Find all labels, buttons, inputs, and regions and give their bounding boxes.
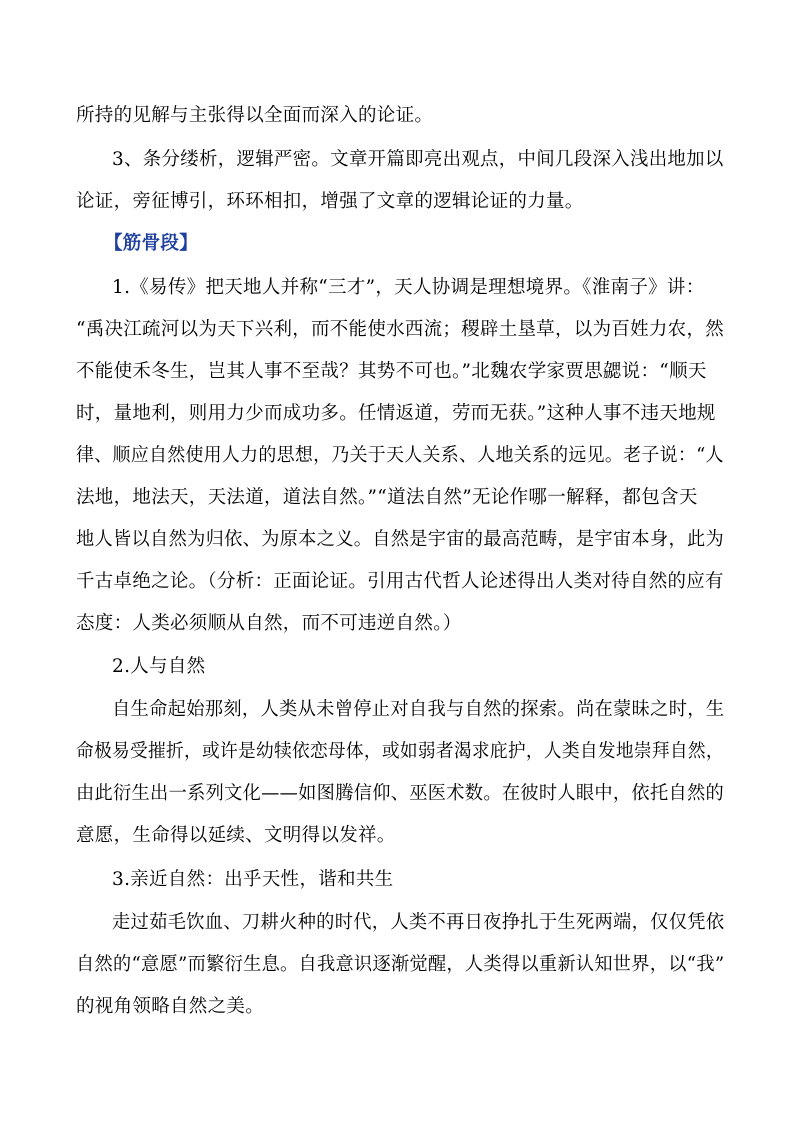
section-heading: 【筋骨段】 xyxy=(104,233,199,254)
subheading: 3.亲近自然：出乎天性，谐和共生 xyxy=(112,869,394,890)
text-line: 命极易受摧折，或许是幼犊依恋母体，或如弱者渴求庇护，人类自发地崇拜自然， xyxy=(76,741,724,762)
text-line: 律、顺应自然使用人力的思想，乃关于天人关系、人地关系的远见。老子说：“人 xyxy=(76,445,724,466)
text-line: 不能使禾冬生，岂其人事不至哉？其势不可也。”北魏农学家贾思勰说：“顺天 xyxy=(76,361,707,382)
text-line: 由此衍生出一系列文化——如图腾信仰、巫医术数。在彼时人眼中，依托自然的 xyxy=(76,783,725,804)
text-line: 千古卓绝之论。（分析：正面论证。引用古代哲人论述得出人类对待自然的应有 xyxy=(76,571,724,592)
text-line: 时，量地利，则用力少而成功多。任情返道，劳而无获。”这种人事不违天地规 xyxy=(76,403,716,424)
text-line: 的视角领略自然之美。 xyxy=(76,996,265,1017)
text-line: 3、条分缕析，逻辑严密。文章开篇即亮出观点，中间几段深入浅出地加以 xyxy=(112,149,724,170)
text-line: 法地，地法天，天法道，道法自然。”“道法自然”无论作哪一解释，都包含天 xyxy=(76,487,698,508)
text-line: 所持的见解与主张得以全面而深入的论证。 xyxy=(76,105,434,126)
text-line: “禹决江疏河以为天下兴利，而不能使水西流；稷辟土垦草，以为百姓力农，然 xyxy=(76,319,724,340)
subheading: 2.人与自然 xyxy=(112,656,206,677)
text-line: 地人皆以自然为归依、为原本之义。自然是宇宙的最高范畴，是宇宙本身，此为 xyxy=(76,529,725,550)
text-line: 走过茹毛饮血、刀耕火种的时代，人类不再日夜挣扎于生死两端，仅仅凭依 xyxy=(112,912,725,933)
text-line: 意愿，生命得以延续、文明得以发祥。 xyxy=(76,825,396,846)
text-line: 自生命起始那刻，人类从未曾停止对自我与自然的探索。尚在蒙昧之时，生 xyxy=(112,699,725,720)
text-line: 态度：人类必须顺从自然，而不可违逆自然。） xyxy=(76,613,462,634)
text-line: 1.《易传》把天地人并称“三才”，天人协调是理想境界。《淮南子》讲： xyxy=(112,277,705,298)
text-line: 论证，旁征博引，环环相扣，增强了文章的逻辑论证的力量。 xyxy=(76,191,584,212)
text-line: 自然的“意愿”而繁衍生息。自我意识逐渐觉醒，人类得以重新认知世界，以“我” xyxy=(76,954,725,975)
